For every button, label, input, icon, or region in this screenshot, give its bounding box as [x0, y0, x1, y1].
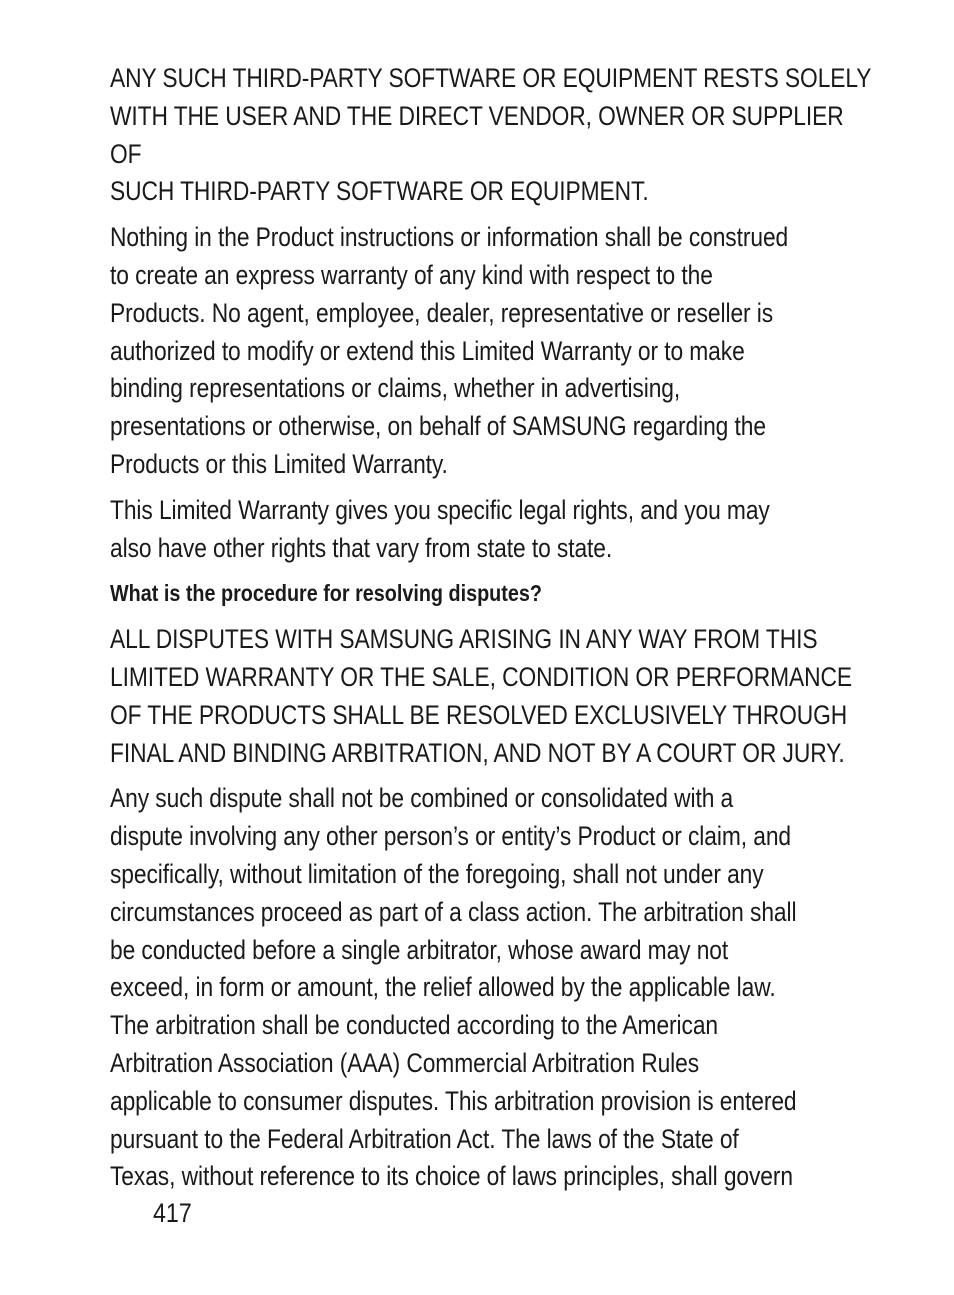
paragraph-arbitration-details: Any such dispute shall not be combined or consolidated with a dispute involving any other person’s or entity’s Product or claim, and specifically, without limitation of the foregoing, shall not under any circumstances proceed as part of a class action. The arbitration shall be conducted before a single arbitrator, whose award may not exceed, in form or amount, the relief allowed by the applicable law. The arbitration shall be conducted according to the American Arbitration Association (AAA) Commercial Arbitration Rules applicable to consumer disputes. This arbitration provision is entered pursuant to the Federal Arbitration Act. The laws of the State of Texas, without reference to its choice of laws principles, shall govern	[110, 783, 797, 1192]
paragraph-arbitration-notice: ALL DISPUTES WITH SAMSUNG ARISING IN ANY WAY FROM THIS LIMITED WARRANTY OR THE SALE, CONDITION OR PERFORMANCE OF THE PRODUCTS SHALL BE RESOLVED EXCLUSIVELY THROUGH FINAL AND BINDING ARBITRATION, AND NOT BY A COURT OR JURY.	[110, 624, 853, 768]
paragraph-no-express-warranty: Nothing in the Product instructions or information shall be construed to create an express warranty of any kind with respect to the Products. No agent, employee, dealer, representative or reseller is authorized to modify or extend this Limited Warranty or to make binding representations or claims, whether in advertising, presentations or otherwise, on behalf of SAMSUNG regarding the Products or this Limited Warranty.	[110, 222, 789, 479]
paragraph-legal-rights: This Limited Warranty gives you specific legal rights, and you may also have other rights that vary from state to state.	[110, 494, 770, 563]
page-number: 417	[153, 1198, 192, 1228]
paragraph-third-party: ANY SUCH THIRD-PARTY SOFTWARE OR EQUIPMENT RESTS SOLELY WITH THE USER AND THE DIRECT VENDOR, OWNER OR SUPPLIER OF SUCH THIRD-PARTY SOFTWARE OR EQUIPMENT.	[110, 63, 872, 207]
document-body	[110, 60, 880, 1204]
section-heading-disputes: What is the procedure for resolving disputes?	[110, 580, 542, 607]
